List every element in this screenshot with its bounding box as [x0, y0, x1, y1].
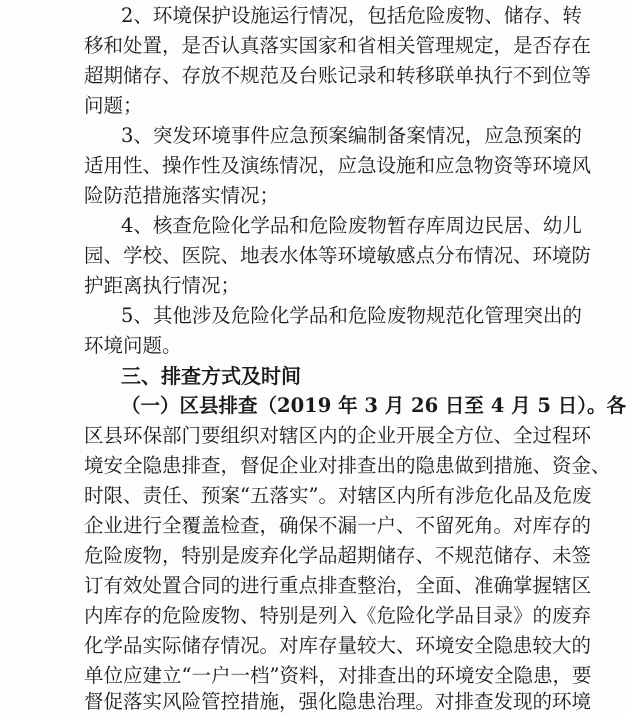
text-line: 护距离执行情况；	[84, 274, 241, 297]
text-line: 园、学校、医院、地表水体等环境敏感点分布情况、环境防	[84, 244, 592, 267]
text-line: 企业进行全覆盖检查，确保不漏一户、不留死角。对库存的	[84, 514, 592, 537]
text-line: 4、核查危险化学品和危险废物暂存库周边民居、幼儿	[121, 214, 582, 237]
text-line: 危险废物，特别是废弃化学品超期储存、不规范储存、未签	[84, 544, 592, 567]
section-heading: 三、排查方式及时间	[121, 364, 301, 388]
text-line: 移和处置，是否认真落实国家和省相关管理规定，是否存在	[84, 34, 592, 57]
text-line: 订有效处置合同的进行重点排查整治，全面、准确掌握辖区	[84, 574, 592, 597]
text-line: 时限、责任、预案“五落实”。对辖区内所有涉危化品及危废	[84, 484, 592, 507]
text-line: 单位应建立“一户一档”资料，对排查出的环境安全隐患，要	[84, 664, 592, 687]
text-line: 2、环境保护设施运行情况，包括危险废物、储存、转	[121, 4, 582, 27]
subsection-line	[121, 394, 626, 418]
subsection-title: 区县排查（2019 年 3 月 26 日至 4 月 5 日）。各	[179, 394, 626, 417]
text-line: 险防范措施落实情况；	[84, 184, 280, 207]
text-line: 化学品实际储存情况。对库存量较大、环境安全隐患较大的	[84, 634, 592, 657]
text-line: 内库存的危险废物、特别是列入《危险化学品目录》的废弃	[84, 604, 592, 627]
text-line: 5、其他涉及危险化学品和危险废物规范化管理突出的	[121, 304, 582, 327]
text-line: 环境问题。	[84, 334, 182, 357]
text-line: 超期储存、存放不规范及台账记录和转移联单执行不到位等	[84, 64, 592, 87]
text-line: 督促落实风险管控措施，强化隐患治理。对排查发现的环境	[84, 690, 592, 713]
text-line: 3、突发环境事件应急预案编制备案情况，应急预案的	[121, 124, 582, 147]
text-line: 境安全隐患排查，督促企业对排查出的隐患做到措施、资金、	[84, 454, 611, 477]
text-line: 问题；	[84, 94, 143, 117]
text-line: 区县环保部门要组织对辖区内的企业开展全方位、全过程环	[84, 424, 592, 447]
text-line: 适用性、操作性及演练情况，应急设施和应急物资等环境风	[84, 154, 592, 177]
subsection-label: （一）	[121, 394, 180, 417]
